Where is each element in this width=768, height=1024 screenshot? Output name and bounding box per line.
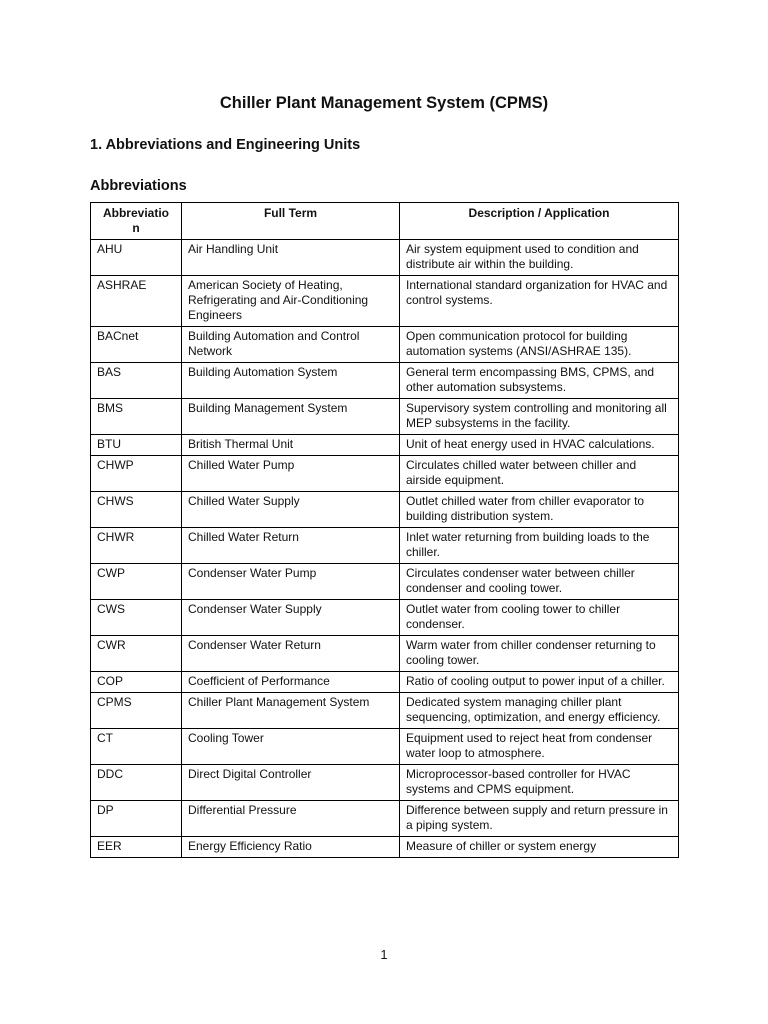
table-row	[91, 327, 679, 363]
full-term-cell: Condenser Water Supply	[182, 600, 400, 636]
description-cell: Open communication protocol for building automation systems (ANSI/ASHRAE 135).	[400, 327, 679, 363]
description-cell: General term encompassing BMS, CPMS, and other automation subsystems.	[400, 363, 679, 399]
header-full-term: Full Term	[182, 203, 400, 240]
table-row	[91, 363, 679, 399]
header-abbreviation	[91, 203, 182, 240]
table-body	[91, 240, 679, 858]
description-cell: Microprocessor-based controller for HVAC systems and CPMS equipment.	[400, 765, 679, 801]
full-term-cell: Energy Efficiency Ratio	[182, 837, 400, 858]
full-term-cell: Condenser Water Pump	[182, 564, 400, 600]
abbreviation-cell: COP	[91, 672, 182, 693]
table-row	[91, 528, 679, 564]
description-cell: Supervisory system controlling and monitoring all MEP subsystems in the facility.	[400, 399, 679, 435]
abbreviation-cell: CWS	[91, 600, 182, 636]
description-cell: Air system equipment used to condition and distribute air within the building.	[400, 240, 679, 276]
table-row	[91, 729, 679, 765]
table-row	[91, 672, 679, 693]
section-heading: 1. Abbreviations and Engineering Units	[90, 137, 361, 153]
description-cell: Inlet water returning from building loads to the chiller.	[400, 528, 679, 564]
table-row	[91, 636, 679, 672]
description-cell: International standard organization for HVAC and control systems.	[400, 276, 679, 327]
abbreviation-cell: BMS	[91, 399, 182, 435]
description-cell: Ratio of cooling output to power input of a chiller.	[400, 672, 679, 693]
table-row	[91, 765, 679, 801]
table-row	[91, 399, 679, 435]
description-cell: Outlet chilled water from chiller evaporator to building distribution system.	[400, 492, 679, 528]
table-row	[91, 435, 679, 456]
description-cell: Circulates condenser water between chiller condenser and cooling tower.	[400, 564, 679, 600]
header-description: Description / Application	[400, 203, 679, 240]
description-cell: Dedicated system managing chiller plant sequencing, optimization, and energy efficiency.	[400, 693, 679, 729]
full-term-cell: Coefficient of Performance	[182, 672, 400, 693]
abbreviation-cell: DP	[91, 801, 182, 837]
full-term-cell: Building Automation and Control Network	[182, 327, 400, 363]
header-abbreviation-label: Abbreviatio n	[102, 206, 169, 235]
description-cell: Outlet water from cooling tower to chiller condenser.	[400, 600, 679, 636]
table-row	[91, 564, 679, 600]
abbreviation-cell: CT	[91, 729, 182, 765]
table-header	[91, 203, 679, 240]
description-cell: Difference between supply and return pressure in a piping system.	[400, 801, 679, 837]
full-term-cell: Condenser Water Return	[182, 636, 400, 672]
abbreviation-cell: CPMS	[91, 693, 182, 729]
abbreviations-table	[90, 202, 679, 858]
full-term-cell: Building Management System	[182, 399, 400, 435]
full-term-cell: Differential Pressure	[182, 801, 400, 837]
abbreviation-cell: CHWP	[91, 456, 182, 492]
full-term-cell: Cooling Tower	[182, 729, 400, 765]
table-row	[91, 492, 679, 528]
abbreviation-cell: BAS	[91, 363, 182, 399]
full-term-cell: Chilled Water Supply	[182, 492, 400, 528]
full-term-cell: British Thermal Unit	[182, 435, 400, 456]
header-row	[91, 203, 679, 240]
abbreviation-cell: EER	[91, 837, 182, 858]
abbreviation-cell: BTU	[91, 435, 182, 456]
abbreviation-cell: DDC	[91, 765, 182, 801]
abbreviation-cell: CHWR	[91, 528, 182, 564]
page-number: 1	[380, 948, 388, 962]
full-term-cell: Building Automation System	[182, 363, 400, 399]
abbreviation-cell: BACnet	[91, 327, 182, 363]
abbreviation-cell: CWP	[91, 564, 182, 600]
full-term-cell: American Society of Heating, Refrigerating and Air-Conditioning Engineers	[182, 276, 400, 327]
description-cell: Warm water from chiller condenser returning to cooling tower.	[400, 636, 679, 672]
abbreviation-cell: CWR	[91, 636, 182, 672]
description-cell: Measure of chiller or system energy	[400, 837, 679, 858]
document-title: Chiller Plant Management System (CPMS)	[219, 94, 549, 112]
table-row	[91, 456, 679, 492]
abbreviation-cell: CHWS	[91, 492, 182, 528]
full-term-cell: Chilled Water Pump	[182, 456, 400, 492]
table-row	[91, 801, 679, 837]
table-row	[91, 693, 679, 729]
table-row	[91, 837, 679, 858]
abbreviation-cell: AHU	[91, 240, 182, 276]
description-cell: Equipment used to reject heat from condenser water loop to atmosphere.	[400, 729, 679, 765]
description-cell: Unit of heat energy used in HVAC calculations.	[400, 435, 679, 456]
table-row	[91, 600, 679, 636]
table-row	[91, 240, 679, 276]
full-term-cell: Direct Digital Controller	[182, 765, 400, 801]
description-cell: Circulates chilled water between chiller and airside equipment.	[400, 456, 679, 492]
abbreviations-heading: Abbreviations	[90, 178, 187, 194]
full-term-cell: Chilled Water Return	[182, 528, 400, 564]
table-row	[91, 276, 679, 327]
full-term-cell: Air Handling Unit	[182, 240, 400, 276]
abbreviation-cell: ASHRAE	[91, 276, 182, 327]
full-term-cell: Chiller Plant Management System	[182, 693, 400, 729]
